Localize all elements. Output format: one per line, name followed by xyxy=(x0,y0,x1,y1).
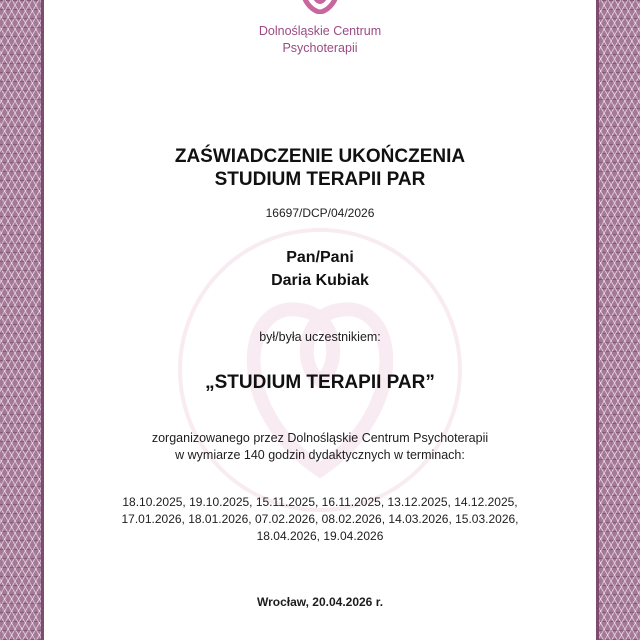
logo-line-1: Dolnośląskie Centrum xyxy=(258,24,382,38)
left-decorative-border xyxy=(0,0,44,640)
participant-text: był/była uczestnikiem: xyxy=(259,330,381,344)
salutation: Pan/Pani xyxy=(286,249,354,266)
course-dates xyxy=(60,494,580,545)
recipient-name: Daria Kubiak xyxy=(271,272,369,289)
dates-line: 17.01.2026, 18.01.2026, 07.02.2026, 08.02.2026, 14.03.2026, 15.03.2026, xyxy=(121,512,519,526)
organizer-line-1: zorganizowanego przez Dolnośląskie Centrum Psychoterapii xyxy=(151,431,489,445)
dates-line: 18.04.2026, 19.04.2026 xyxy=(256,529,384,543)
recipient-block xyxy=(60,246,580,292)
logo-line-2: Psychoterapii xyxy=(282,41,358,55)
organizer-line-2: w wymiarze 140 godzin dydaktycznych w terminach: xyxy=(175,448,465,462)
logo-icon xyxy=(296,0,344,14)
certificate-title xyxy=(60,145,580,191)
right-decorative-border xyxy=(596,0,640,640)
place-and-date: Wrocław, 20.04.2026 r. xyxy=(256,595,384,609)
dates-line: 18.10.2025, 19.10.2025, 15.11.2025, 16.11.2025, 13.12.2025, 14.12.2025, xyxy=(122,495,518,509)
title-line-2: STUDIUM TERAPII PAR xyxy=(214,169,426,190)
certificate-number: 16697/DCP/04/2026 xyxy=(265,206,375,220)
organization-logo-text xyxy=(0,23,640,57)
organizer-text xyxy=(60,430,580,464)
title-line-1: ZAŚWIADCZENIE UKOŃCZENIA xyxy=(174,146,466,167)
course-name: „STUDIUM TERAPII PAR” xyxy=(205,372,435,393)
